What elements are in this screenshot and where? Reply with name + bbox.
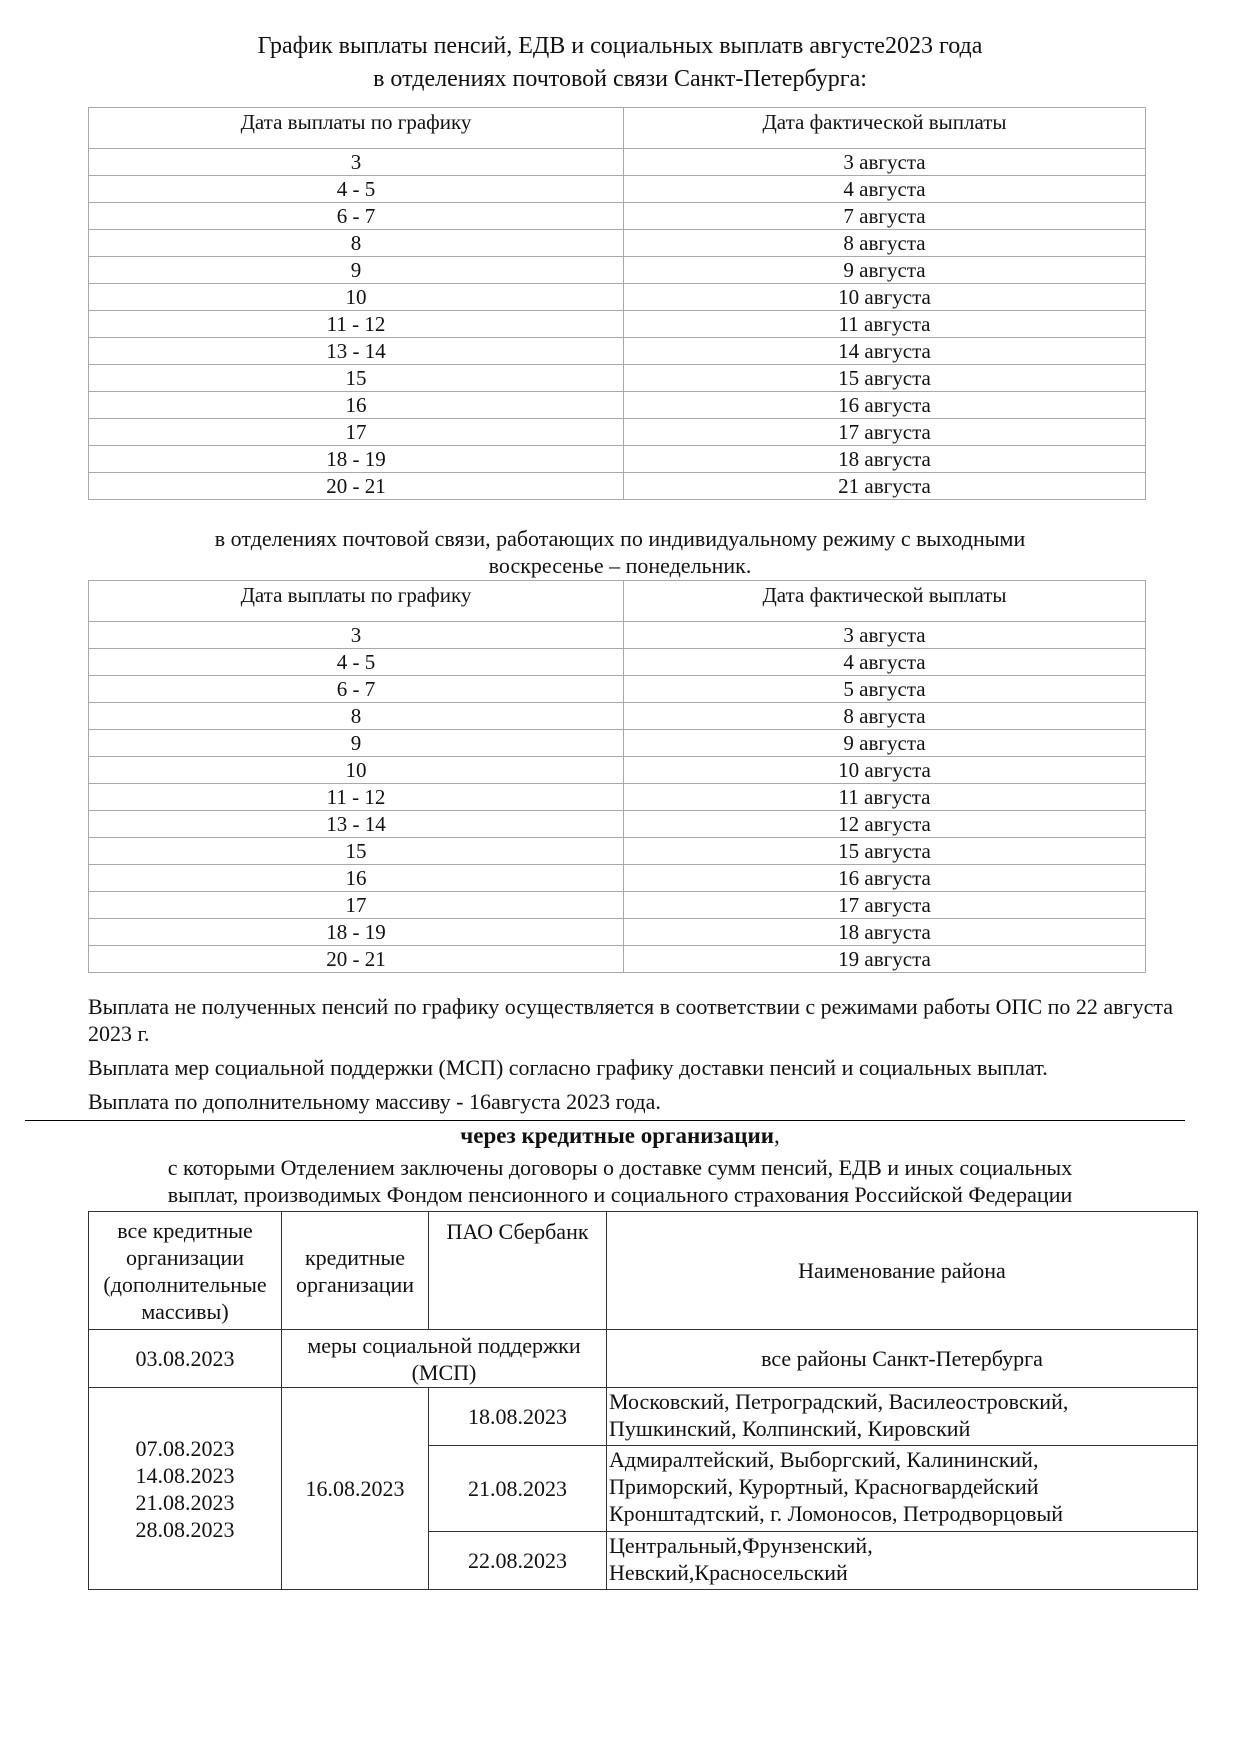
msp-date: 03.08.2023 — [89, 1330, 282, 1388]
scheduled-date-cell: 3 — [89, 149, 624, 176]
table-row — [89, 419, 1146, 446]
additional-array-dates — [89, 1388, 282, 1590]
sberbank-date: 22.08.2023 — [429, 1532, 607, 1590]
scheduled-date-cell: 10 — [89, 757, 624, 784]
subtitle-line-1: в отделениях почтовой связи, работающих по индивидуальному режиму с выходными — [214, 526, 1026, 551]
actual-date-cell: 16 августа — [624, 865, 1146, 892]
table-row — [89, 257, 1146, 284]
header-text: организации — [125, 1244, 245, 1270]
actual-date-cell: 4 августа — [624, 649, 1146, 676]
actual-date-cell: 3 августа — [624, 622, 1146, 649]
section-subtitle — [0, 525, 1240, 579]
scheduled-date-cell: 9 — [89, 730, 624, 757]
actual-date-cell: 14 августа — [624, 338, 1146, 365]
table-row — [89, 892, 1146, 919]
district-line: Кронштадтский, г. Ломоносов, Петродворцовый — [609, 1501, 1064, 1526]
scheduled-date-cell: 4 - 5 — [89, 649, 624, 676]
msp-label-line: (МСП) — [411, 1359, 477, 1385]
scheduled-date-cell: 15 — [89, 838, 624, 865]
sberbank-date: 18.08.2023 — [429, 1388, 607, 1446]
actual-date-cell: 12 августа — [624, 811, 1146, 838]
district-list — [607, 1446, 1198, 1532]
actual-date-cell: 19 августа — [624, 946, 1146, 973]
scheduled-date-cell: 16 — [89, 392, 624, 419]
msp-label-line: меры социальной поддержки — [307, 1332, 581, 1358]
scheduled-date-cell: 15 — [89, 365, 624, 392]
actual-date-cell: 17 августа — [624, 419, 1146, 446]
additional-date: 14.08.2023 — [135, 1462, 235, 1488]
table1-body — [89, 149, 1146, 500]
district-line: Центральный,Фрунзенский, — [609, 1533, 873, 1558]
scheduled-date-cell: 11 - 12 — [89, 311, 624, 338]
credit-section-title — [0, 1122, 1240, 1149]
title-line-1: График выплаты пенсий, ЕДВ и социальных выплатв августе2023 года — [257, 33, 983, 59]
credit-header-row — [89, 1212, 1198, 1330]
district-line: Невский,Красносельский — [609, 1560, 848, 1585]
table-header-row — [89, 108, 1146, 149]
scheduled-date-cell: 20 - 21 — [89, 946, 624, 973]
table-row — [89, 176, 1146, 203]
district-list — [607, 1388, 1198, 1446]
table-row — [89, 676, 1146, 703]
credit-sub-line-1: с которыми Отделением заключены договоры о доставке сумм пенсий, ЕДВ и иных социальных — [167, 1155, 1073, 1180]
header-credit-orgs — [282, 1212, 429, 1330]
scheduled-date-cell: 16 — [89, 865, 624, 892]
header-scheduled-date: Дата выплаты по графику — [89, 581, 624, 622]
table-row — [89, 919, 1146, 946]
note-msp: Выплата мер социальной поддержки (МСП) согласно графику доставки пенсий и социальных выплат. — [88, 1055, 1048, 1080]
actual-date-cell: 11 августа — [624, 784, 1146, 811]
table-row — [89, 730, 1146, 757]
credit-sub-line-2: выплат, производимых Фондом пенсионного и социального страхования Российской Федерации — [167, 1182, 1073, 1207]
header-district-name: Наименование района — [607, 1212, 1198, 1330]
table-row — [89, 338, 1146, 365]
header-actual-date: Дата фактической выплаты — [624, 581, 1146, 622]
table-header-row — [89, 581, 1146, 622]
scheduled-date-cell: 3 — [89, 622, 624, 649]
scheduled-date-cell: 13 - 14 — [89, 338, 624, 365]
title-line-2: в отделениях почтовой связи Санкт-Петербурга: — [373, 66, 867, 92]
table-row — [89, 392, 1146, 419]
additional-date: 21.08.2023 — [135, 1489, 235, 1515]
scheduled-date-cell: 11 - 12 — [89, 784, 624, 811]
actual-date-cell: 10 августа — [624, 757, 1146, 784]
table-row — [89, 284, 1146, 311]
table-row — [89, 757, 1146, 784]
table-row — [89, 311, 1146, 338]
table-row — [89, 838, 1146, 865]
scheduled-date-cell: 9 — [89, 257, 624, 284]
additional-date: 28.08.2023 — [135, 1516, 235, 1542]
actual-date-cell: 9 августа — [624, 730, 1146, 757]
document-title — [0, 30, 1240, 96]
actual-date-cell: 11 августа — [624, 311, 1146, 338]
table2-body — [89, 622, 1146, 973]
scheduled-date-cell: 6 - 7 — [89, 676, 624, 703]
header-actual-date: Дата фактической выплаты — [624, 108, 1146, 149]
scheduled-date-cell: 4 - 5 — [89, 176, 624, 203]
table-row — [89, 230, 1146, 257]
header-sberbank: ПАО Сбербанк — [429, 1212, 607, 1330]
actual-date-cell: 9 августа — [624, 257, 1146, 284]
scheduled-date-cell: 10 — [89, 284, 624, 311]
section-divider — [25, 1120, 1185, 1121]
table-row — [89, 811, 1146, 838]
header-text: организации — [295, 1271, 415, 1297]
actual-date-cell: 18 августа — [624, 446, 1146, 473]
scheduled-date-cell: 17 — [89, 892, 624, 919]
table-row — [89, 149, 1146, 176]
table-row — [89, 865, 1146, 892]
district-line: Московский, Петроградский, Василеостровский, — [609, 1389, 1069, 1414]
table-row — [89, 703, 1146, 730]
actual-date-cell: 16 августа — [624, 392, 1146, 419]
scheduled-date-cell: 8 — [89, 703, 624, 730]
note-unpaid-pensions: Выплата не полученных пенсий по графику осуществляется в соответствии с режимами работы ОПС по 22 августа 2023 г. — [88, 994, 1173, 1046]
actual-date-cell: 15 августа — [624, 838, 1146, 865]
header-text: (дополнительные — [103, 1271, 267, 1297]
msp-label — [282, 1330, 607, 1388]
district-line: Адмиралтейский, Выборгский, Калининский, — [609, 1447, 1039, 1472]
credit-row-1 — [89, 1388, 1198, 1446]
actual-date-cell: 8 августа — [624, 703, 1146, 730]
credit-title-comma: , — [773, 1123, 780, 1148]
header-text: кредитные — [304, 1244, 406, 1270]
header-text: массивы) — [141, 1298, 229, 1324]
header-all-credit-orgs — [89, 1212, 282, 1330]
scheduled-date-cell: 17 — [89, 419, 624, 446]
table-row — [89, 649, 1146, 676]
actual-date-cell: 15 августа — [624, 365, 1146, 392]
scheduled-date-cell: 13 - 14 — [89, 811, 624, 838]
additional-date: 07.08.2023 — [135, 1435, 235, 1461]
actual-date-cell: 18 августа — [624, 919, 1146, 946]
scheduled-date-cell: 18 - 19 — [89, 446, 624, 473]
table-row — [89, 622, 1146, 649]
credit-organizations-table — [88, 1211, 1198, 1590]
actual-date-cell: 10 августа — [624, 284, 1146, 311]
table-row — [89, 946, 1146, 973]
scheduled-date-cell: 8 — [89, 230, 624, 257]
table-row — [89, 473, 1146, 500]
actual-date-cell: 21 августа — [624, 473, 1146, 500]
sberbank-date: 21.08.2023 — [429, 1446, 607, 1532]
subtitle-line-2: воскресенье – понедельник. — [488, 553, 752, 578]
district-list — [607, 1532, 1198, 1590]
actual-date-cell: 17 августа — [624, 892, 1146, 919]
actual-date-cell: 5 августа — [624, 676, 1146, 703]
header-scheduled-date: Дата выплаты по графику — [89, 108, 624, 149]
schedule-table-regular — [88, 107, 1146, 500]
credit-title-bold: через кредитные организации — [460, 1123, 774, 1148]
actual-date-cell: 3 августа — [624, 149, 1146, 176]
msp-districts: все районы Санкт-Петербурга — [607, 1330, 1198, 1388]
credit-section-subtitle — [0, 1154, 1240, 1208]
district-line: Приморский, Курортный, Красногвардейский — [609, 1474, 1039, 1499]
table-row — [89, 446, 1146, 473]
table-row — [89, 203, 1146, 230]
schedule-table-individual — [88, 580, 1146, 973]
note-additional-array: Выплата по дополнительному массиву - 16августа 2023 года. — [88, 1089, 661, 1114]
actual-date-cell: 7 августа — [624, 203, 1146, 230]
scheduled-date-cell: 18 - 19 — [89, 919, 624, 946]
scheduled-date-cell: 6 - 7 — [89, 203, 624, 230]
credit-org-date: 16.08.2023 — [282, 1388, 429, 1590]
msp-row — [89, 1330, 1198, 1388]
actual-date-cell: 8 августа — [624, 230, 1146, 257]
actual-date-cell: 4 августа — [624, 176, 1146, 203]
table-row — [89, 784, 1146, 811]
header-text: все кредитные — [117, 1217, 253, 1243]
district-line: Пушкинский, Колпинский, Кировский — [609, 1416, 971, 1441]
table-row — [89, 365, 1146, 392]
scheduled-date-cell: 20 - 21 — [89, 473, 624, 500]
notes-block — [88, 993, 1188, 1122]
